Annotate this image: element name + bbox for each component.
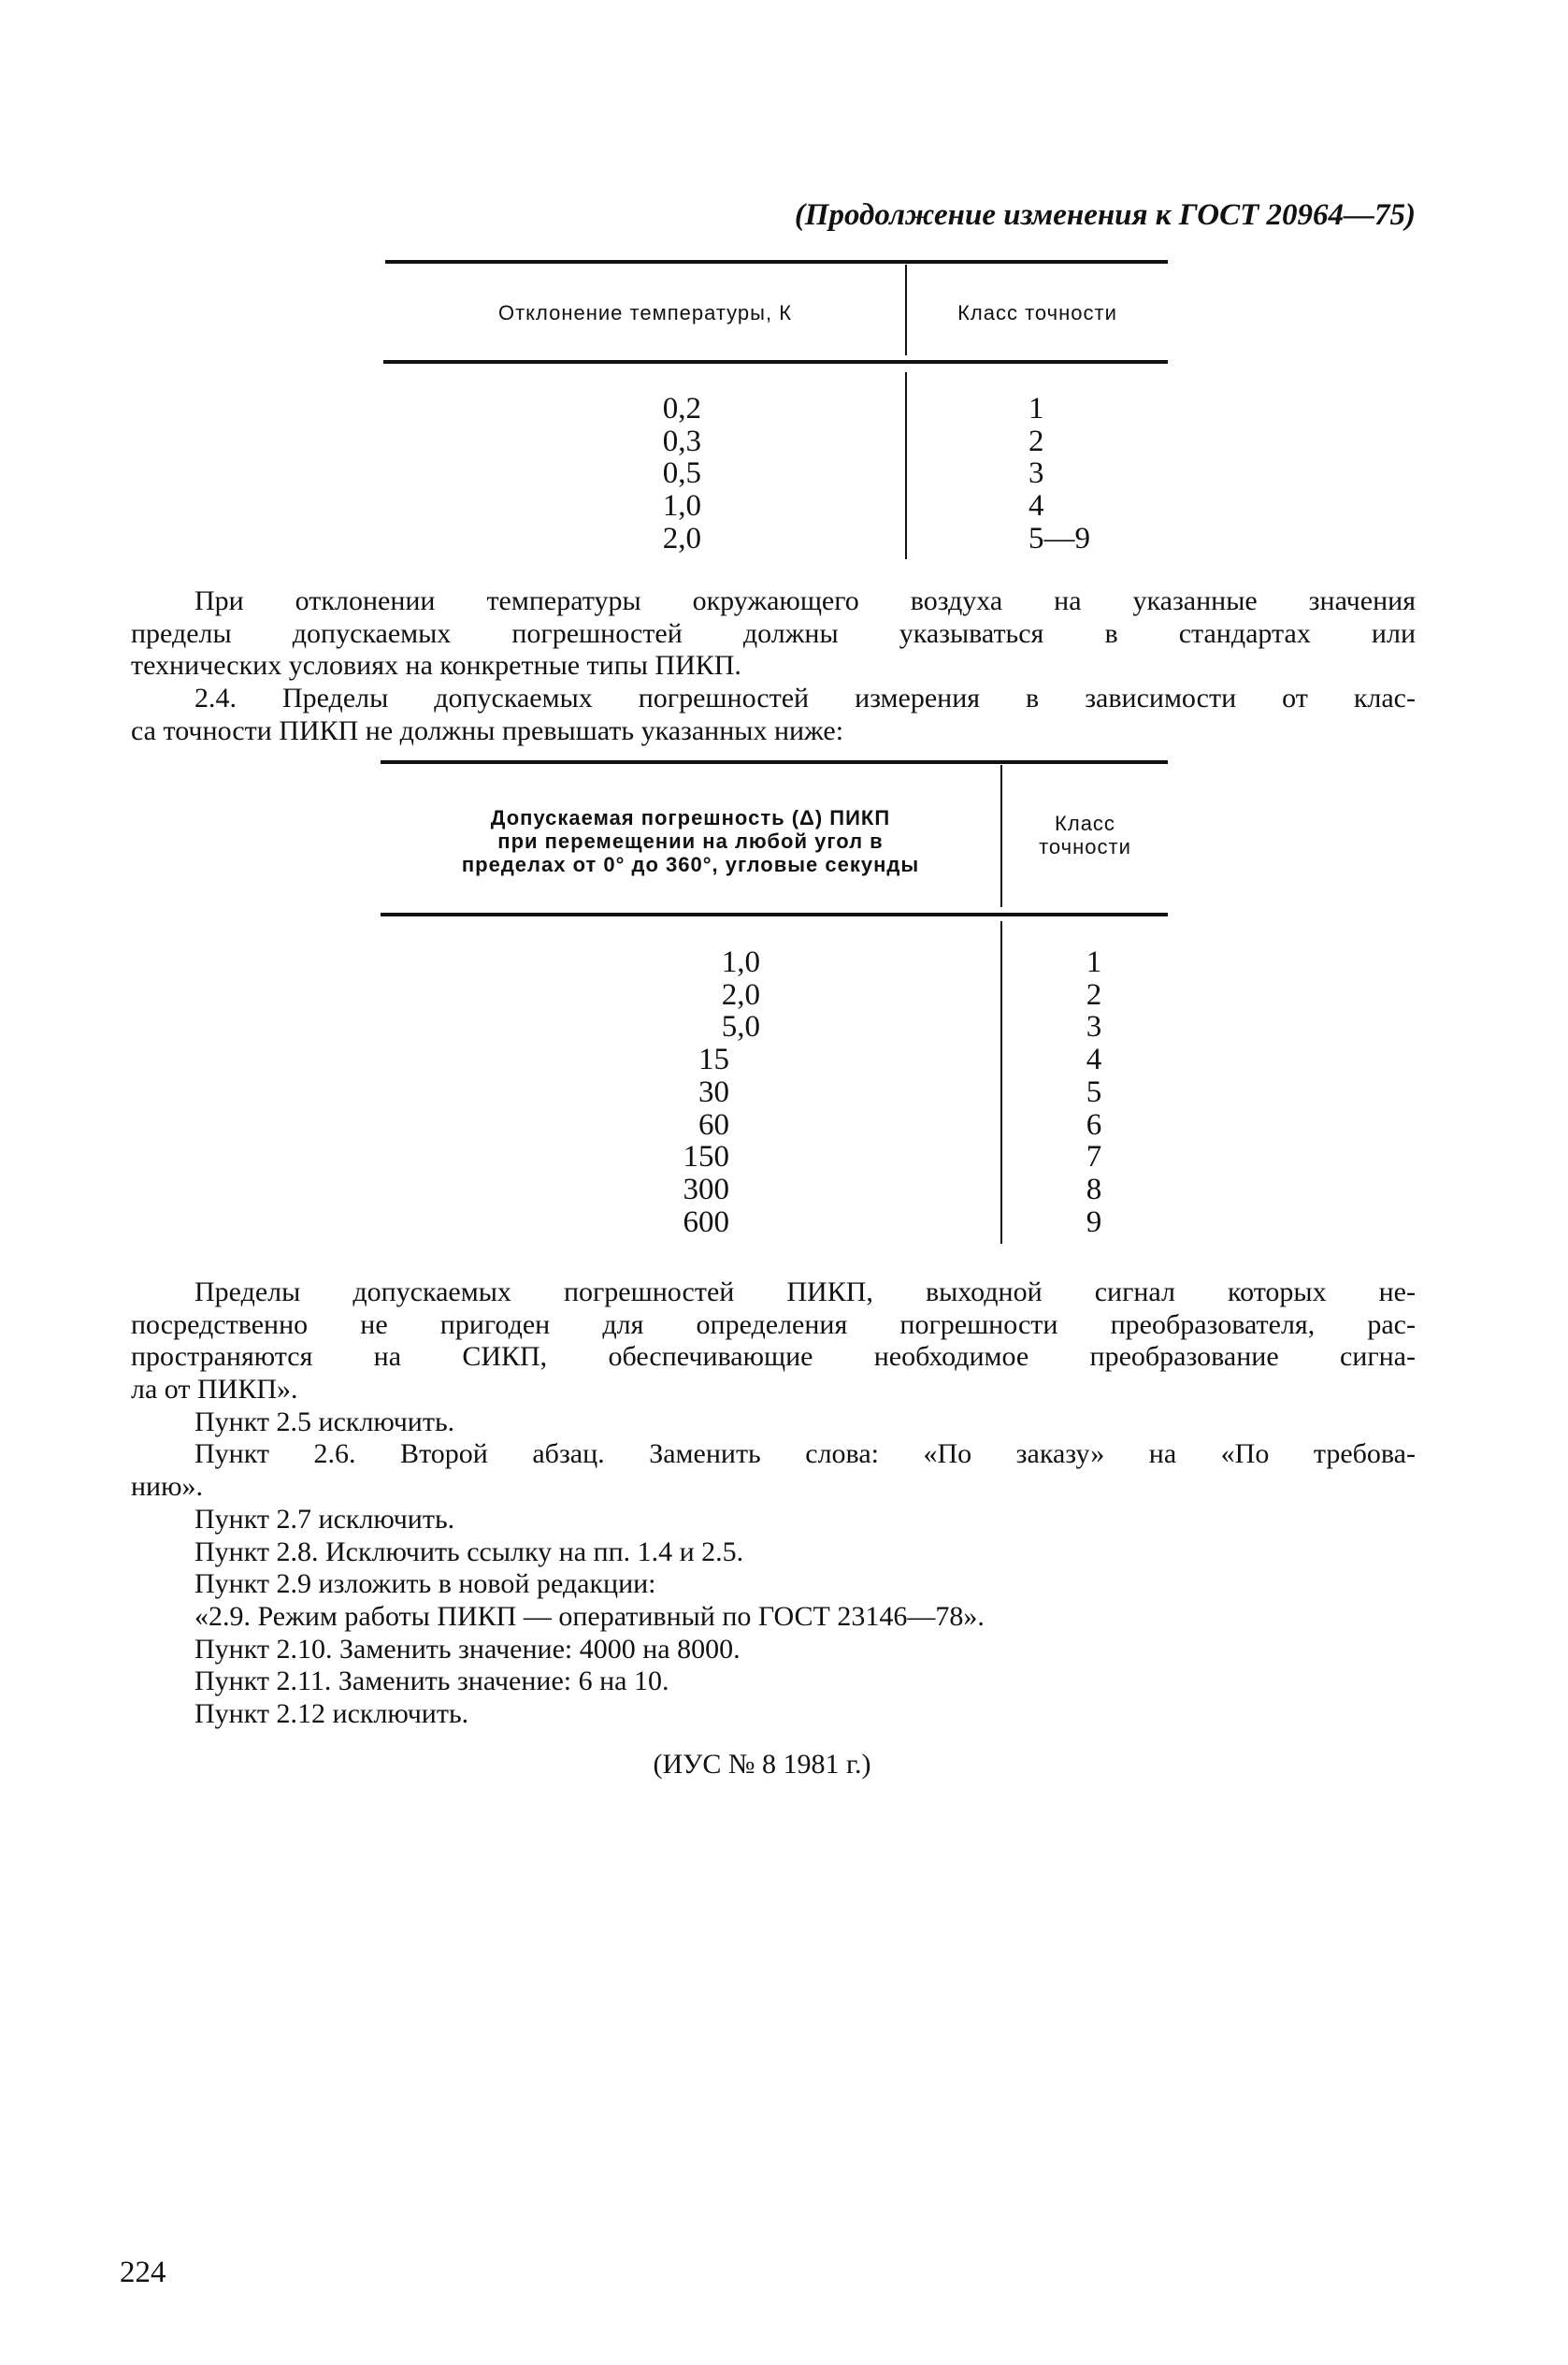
table-cell-error: 600 bbox=[683, 1204, 729, 1239]
table-cell-class: 7 bbox=[1086, 1140, 1102, 1175]
column-header: Отклонение температуры, К bbox=[497, 301, 793, 324]
header-line: точности bbox=[1039, 835, 1131, 858]
running-header: (Продолжение изменения к ГОСТ 20964—75) bbox=[794, 198, 1416, 232]
amendment-item: Пункт 2.12 исключить. bbox=[194, 1697, 469, 1729]
table-cell-error: 300 bbox=[683, 1172, 729, 1206]
paragraph-temperature bbox=[131, 585, 1416, 747]
table-cell-error: 2,0 bbox=[721, 977, 760, 1012]
text-line: технических условиях на конкретные типы ПИКП. bbox=[131, 650, 741, 682]
table-cell-class: 9 bbox=[1086, 1204, 1102, 1239]
header-line: пределах от 0° до 360°, угловые секунды bbox=[461, 853, 920, 876]
text-line: Пределы допускаемых погрешностей ПИКП, выходной сигнал которых не- bbox=[194, 1276, 1416, 1307]
amendment-item: Пункт 2.7 исключить. bbox=[194, 1503, 455, 1535]
column-divider bbox=[905, 372, 907, 559]
amendment-item: Пункт 2.5 исключить. bbox=[194, 1406, 455, 1437]
table-cell-class: 6 bbox=[1086, 1107, 1102, 1142]
table-cell-error: 15 bbox=[698, 1043, 729, 1077]
text-line: пространяются на СИКП, обеспечивающие необходимое преобразование сигна- bbox=[131, 1341, 1416, 1373]
amendment-item: Пункт 2.6. Второй абзац. Заменить слова: «По заказу» на «По требова- bbox=[194, 1438, 1416, 1470]
paragraph-amendments bbox=[131, 1276, 1416, 1731]
table-cell-error: 30 bbox=[698, 1074, 729, 1109]
amendment-item: Пункт 2.11. Заменить значение: 6 на 10. bbox=[194, 1666, 669, 1697]
table-cell-error: 60 bbox=[698, 1107, 729, 1142]
table-cell-class: 4 bbox=[1029, 489, 1044, 524]
table-cell-class: 3 bbox=[1029, 456, 1044, 491]
table-cell-class: 8 bbox=[1086, 1172, 1102, 1206]
amendment-item: нию». bbox=[131, 1471, 204, 1503]
table-cell-class: 5—9 bbox=[1029, 521, 1090, 555]
table-cell-class: 2 bbox=[1086, 977, 1102, 1012]
table-cell-error: 5,0 bbox=[721, 1010, 760, 1045]
text-line: са точности ПИКП не должны превышать указанных ниже: bbox=[131, 714, 844, 746]
text-line: ла от ПИКП». bbox=[131, 1374, 298, 1406]
amendment-item: Пункт 2.8. Исключить ссылку на пп. 1.4 и 2.5. bbox=[194, 1536, 744, 1567]
table-rule bbox=[385, 260, 1168, 264]
table-rule bbox=[381, 913, 1168, 916]
table-cell-error: 1,0 bbox=[721, 945, 760, 979]
source-reference: (ИУС № 8 1981 г.) bbox=[653, 1749, 871, 1780]
header-line: Класс bbox=[1055, 812, 1115, 835]
column-header: Класс точности bbox=[957, 301, 1117, 324]
amendment-item: Пункт 2.10. Заменить значение: 4000 на 8000. bbox=[194, 1633, 741, 1665]
table-cell-error: 150 bbox=[683, 1140, 729, 1175]
header-line: Допускаемая погрешность (Δ) ПИКП bbox=[490, 806, 891, 829]
table-cell-deviation: 0,5 bbox=[662, 456, 701, 491]
amendment-item: «2.9. Режим работы ПИКП — оперативный по ГОСТ 23146—78». bbox=[194, 1600, 985, 1632]
page-number: 224 bbox=[120, 2256, 166, 2289]
text-line: 2.4. Пределы допускаемых погрешностей измерения в зависимости от клас- bbox=[194, 683, 1416, 714]
table-cell-class: 3 bbox=[1086, 1010, 1102, 1045]
table-cell-class: 5 bbox=[1086, 1074, 1102, 1109]
column-header bbox=[381, 806, 1000, 876]
table-cell-class: 1 bbox=[1086, 945, 1102, 979]
text-line: посредственно не пригоден для определения погрешности преобразователя, рас- bbox=[131, 1308, 1416, 1340]
table-cell-class: 4 bbox=[1086, 1043, 1102, 1077]
amendment-item: Пункт 2.9 изложить в новой редакции: bbox=[194, 1568, 656, 1600]
table-cell-deviation: 2,0 bbox=[662, 521, 701, 555]
table-cell-deviation: 0,3 bbox=[662, 424, 701, 458]
table-rule bbox=[383, 360, 1168, 364]
column-header bbox=[1002, 812, 1168, 858]
text-line: пределы допускаемых погрешностей должны указываться в стандартах или bbox=[131, 617, 1416, 649]
table-cell-class: 2 bbox=[1029, 424, 1044, 458]
column-divider bbox=[1000, 921, 1002, 1244]
text-line: При отклонении температуры окружающего воздуха на указанные значения bbox=[194, 585, 1416, 616]
table-cell-deviation: 0,2 bbox=[662, 392, 701, 425]
header-line: при перемещении на любой угол в bbox=[497, 829, 884, 853]
table-rule bbox=[381, 760, 1168, 764]
table-cell-deviation: 1,0 bbox=[662, 489, 701, 524]
table-cell-class: 1 bbox=[1029, 392, 1044, 425]
